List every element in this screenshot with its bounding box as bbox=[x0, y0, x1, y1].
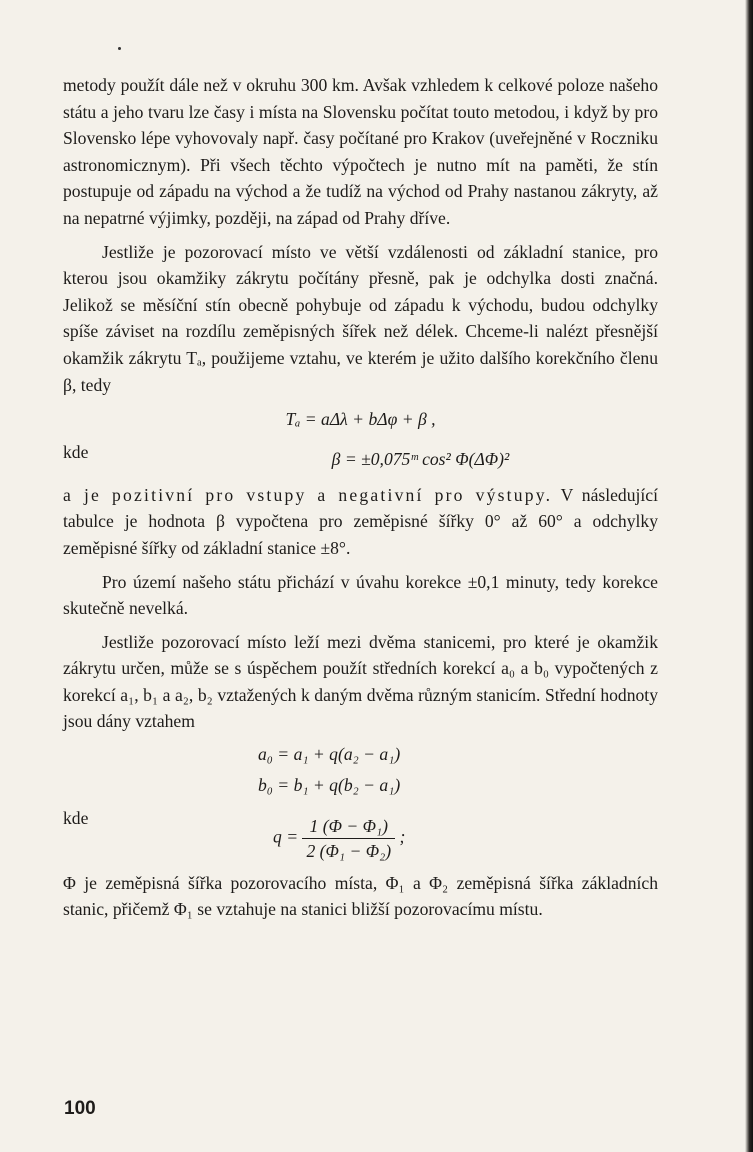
paragraph-5: Jestliže pozorovací místo leží mezi dvěma stanicemi, pro které je okamžik zákrytu určen, může se s úspěchem použít středních korekcí a₀ a b₀ vypočtených z korekcí a₁, b₁ a a₂, b₂ vztažených k daným dvěma různým stanicím. Střední hodnoty jsou dány vztahem bbox=[63, 631, 658, 732]
paragraph-4: Pro území našeho státu přichází v úvahu korekce ±0,1 minuty, tedy korekce skutečně nevelká. bbox=[63, 571, 658, 619]
paragraph-3: a je pozitivní pro vstupy a negativní pro výstupy. V následující tabulce je hodnota β vypočtena pro zeměpisné šířky 0° až 60° a odchylky zeměpisné šířky od základní stanice ±8°. bbox=[63, 484, 658, 558]
equation-a0: a₀ = a₁ + q(a₂ − a₁) bbox=[258, 744, 401, 765]
label-kde-2: kde bbox=[63, 808, 89, 829]
fraction-q: $\frac{\text{1 (Φ − Φ₁)}}{\text{2 (Φ₁ − Φ₂)}}$ bbox=[302, 814, 395, 863]
equation-q: q = $\frac{\text{1 (Φ − Φ₁)}}{\text{2 (Φ₁ − Φ₂)}}$ ; bbox=[273, 815, 406, 861]
paragraph-6: Φ je zeměpisná šířka pozorovacího místa, Φ₁ a Φ₂ zeměpisná šířka základních stanic, přičemž Φ₁ se vztahuje na stanici bližší pozorovacímu místu. bbox=[63, 872, 658, 920]
ink-speck bbox=[118, 47, 121, 50]
label-kde-1: kde bbox=[63, 442, 89, 463]
page-content bbox=[63, 72, 658, 923]
equation-ta: Tₐ = aΔλ + bΔφ + β , bbox=[285, 409, 436, 430]
spaced-emphasis: a je pozitivní pro vstupy a negativní pro výstupy. bbox=[63, 484, 553, 505]
paragraph-2: Jestliže je pozorovací místo ve větší vzdálenosti od základní stanice, pro kterou jsou okamžiky zákrytu počítány přesně, pak je odchylka dosti značná. Jelikož se měsíční stín obecně pohybuje od západu k východu, budou odchylky spíše záviset na rozdílu zeměpisných šířek než délek. Chceme-li nalézt přesnější okamžik zákrytu Tₐ, použijeme vztahu, ve kterém je užito dalšího korekčního členu β, tedy bbox=[63, 241, 658, 395]
page-number: 100 bbox=[64, 1098, 96, 1119]
equation-beta: β = ±0,075ᵐ cos² Φ(ΔΦ)² bbox=[331, 448, 510, 469]
page-edge-shadow bbox=[745, 0, 753, 1152]
paragraph-1: metody použít dále než v okruhu 300 km. Avšak vzhledem k celkové poloze našeho státu a jeho tvaru lze časy i místa na Slovensku počítat touto metodou, i když by pro Slovensko lépe vyhovovaly např. časy počítané pro Krakov (uveřejněné v Roczniku astronomicznym). Při všech těchto výpočtech je nutno mít na paměti, že stín postupuje od západu na východ a že tudíž na východ od Prahy nastanou zákryty, až na nepatrné výjimky, později, na západ od Prahy dříve. bbox=[63, 75, 658, 228]
equation-means bbox=[63, 739, 658, 801]
equation-b0: b₀ = b₁ + q(b₂ − a₁) bbox=[258, 775, 401, 796]
